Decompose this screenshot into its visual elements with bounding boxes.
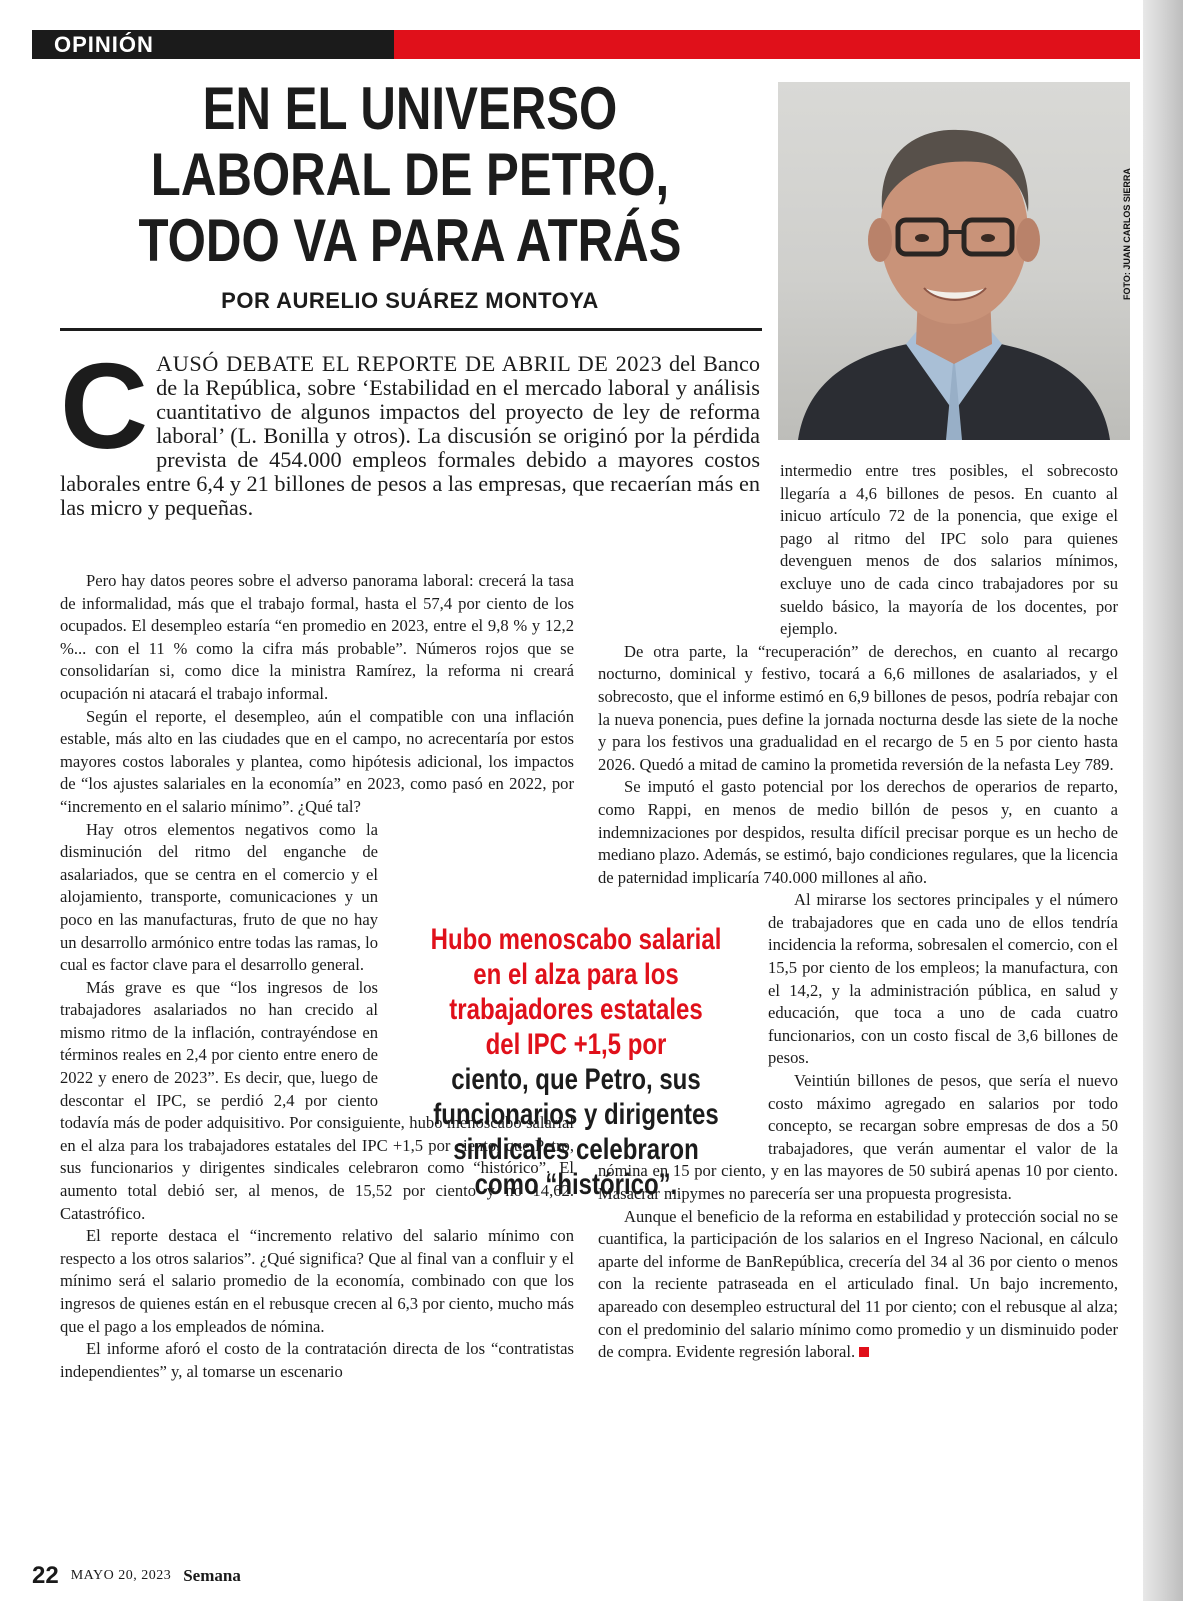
end-mark-icon [859,1347,869,1357]
paragraph: Según el reporte, el desempleo, aún el compatible con una inflación estable, más alto en las ciudades que en el campo, no acrecentaría por estos mayores costos laborales y plantea, como hipótesis adicional, los impactos de “los ajustes salariales en la economía” en 2023, como pasó en 2022, por “incremento en el salario mínimo”. ¿Qué tal? [60,706,574,816]
headline-line: EN EL UNIVERSO [202,75,618,142]
column-right [598,460,1118,1364]
issue-date: MAYO 20, 2023 [70,1568,172,1583]
paragraph: Más grave es que “los ingresos de los trabajadores asalariados no han crecido al mismo ritmo de la inflación, contrayéndose en términos reales en 2,4 por ciento entre enero de 2022 y enero de 2023”. Es decir, que, luego de descontar el IPC, se perdió 2,4 por ciento todavía más de poder adquisitivo. Por consiguiente, hubo menoscabo salarial en el alza para los trabajadores estatales del IPC +1,5 por ciento, que Petro, sus funcionarios y dirigentes sindicales celebraron como “histórico”. El aumento total debió ser, al menos, de 15,52 por ciento y no 14,62. Catastrófico. [60,977,574,1223]
paragraph: Se imputó el gasto potencial por los derechos de operarios de reparto, como Rappi, en menos de medio billón de pesos y, en cuanto a indemnizaciones por despidos, resulta difícil precisar porque es un hecho de mediano plazo. Además, se estimó, bajo condiciones regulares, que la licencia de paternidad implicaría 740.000 millones al año. [598,777,1118,887]
paragraph: El reporte destaca el “incremento relativo del salario mínimo con respecto a los otros salarios”. ¿Qué significa? Que al final van a confluir y el mínimo será el salario promedio de la economía, combinado con que los ingresos de quienes están en el rebusque crecen al 6,3 por ciento, mucho más que el pago a los empleados de nómina. [60,1226,574,1336]
paragraph: Al mirarse los sectores principales y el número de trabajadores que en cada uno de ellos tendría incidencia la reforma, sobresalen el comercio, con el 15,5 por ciento de los empleos; la manufactura, con el 14,2, y la administración pública, en salud y educación, que toca a uno de cada cuatro funcionarios, con un costo fiscal de 3,6 billones de pesos. [768,890,1118,1068]
paragraph-text: Aunque el beneficio de la reforma en estabilidad y protección social no se cuantifica, la participación de los salarios en el Ingreso Nacional, en cálculo aparte del informe de BanRepública, crecería del 34 al 36 por ciento o menos con la reciente patraseada en el articulado final. Un bajo incremento, apareado con desempleo estructural del 11 por ciento; con el rebusque al alza; con el predominio del salario mínimo como promedio y un disminuido poder de compra. Evidente regresión laboral. [598,1206,1118,1362]
headline-line: LABORAL DE PETRO, [150,141,670,208]
page-edge-shadow [1143,0,1183,1601]
photo-credit-text: FOTO: JUAN CARLOS SIERRA [1122,168,1132,300]
drop-cap: C [60,338,149,474]
author-portrait-illustration [778,82,1130,440]
section-accent-bar [394,30,1140,59]
lead-first-line: AUSÓ DEBATE EL REPORTE DE ABRIL DE 2023 [156,351,663,376]
section-label: OPINIÓN [32,30,394,59]
page-number: 22 [32,1562,59,1589]
paragraph: Hay otros elementos negativos como la disminución del ritmo del enganche de asalariados, que se centra en el comercio y el alojamiento, transporte, comunicaciones y un poco en las manufacturas, fruto de que no hay un desarrollo armónico entre todas las ramas, lo cual es factor clave para el desarrollo general. [60,819,378,975]
paragraph: Veintiún billones de pesos, que sería el nuevo costo máximo agregado en salarios por todo concepto, se recargan sobre empresas de dos a 50 trabajadores, que verán aumentar el valor de la nómina en 15 por ciento, y en las mayores de 50 subirá apenas 10 por ciento. Masacrar mipymes no parecería ser una propuesta progresista. [598,1071,1118,1203]
lead-text: del Banco de la República, sobre ‘Estabilidad en el mercado laboral y análisis cuantitativo de algunos impactos del proyecto de ley de reforma laboral’ (L. Bonilla y otros). La discusión se originó por la pérdida prevista de 454.000 empleos formales debido a mayores costos laborales entre 6,4 y 21 billones de pesos a las empresas, que recaerían más en las micro y pequeñas. [60,351,760,520]
byline: POR AURELIO SUÁREZ MONTOYA [221,288,599,313]
pull-quote-black: ciento, que Petro, sus funcionarios y dirigentes sindicales celebraron como “histórico”. [433,1063,719,1201]
section-bar [32,30,1140,59]
paragraph: Pero hay datos peores sobre el adverso panorama laboral: crecerá la tasa de informalidad, más que el trabajo formal, hasta el 57,4 por ciento de los ocupados. El desempleo estaría “en promedio en 2023, entre el 9,8 % y 12,2 %... con el 11 % como la cifra más probable”. Números rojos que se consolidarían si, como dice la ministra Ramírez, la reforma ni creará ocupación ni atacará el trabajo informal. [60,571,574,703]
pull-quote [430,922,721,1202]
author-photo [778,82,1130,440]
paragraph [598,1206,1118,1364]
paragraph: De otra parte, la “recuperación” de derechos, en cuanto al recargo nocturno, dominical y festivo, tocará a 6,6 millones de asalariados, y el sobrecosto, que el informe estimó en 6,9 billones de pesos, podría rebajar con la nueva ponencia, pues define la jornada nocturna desde las siete de la noche y para los festivos una gradualidad en el recargo de 5 en 5 por ciento hasta 2026. Quedó a mitad de camino la prometida reversión de la nefasta Ley 789. [598,641,1118,774]
paragraph-continued: intermedio entre tres posibles, el sobrecosto llegaría a 4,6 billones de pesos. En cuanto al inicuo artículo 72 de la ponencia, que exige el pago al ritmo del IPC solo para quienes devenguen menos de dos salarios mínimos, excluye uno de cada cinco trabajadores por su sueldo básico, la mayoría de los docentes, por ejemplo. [780,461,1118,639]
publication-name: Semana [183,1566,241,1585]
paragraph: El informe aforó el costo de la contratación directa de los “contratistas independientes” y, al tomarse un escenario [60,1339,574,1381]
headline [123,76,697,274]
headline-rule [60,328,762,331]
headline-line: TODO VA PARA ATRÁS [138,207,682,274]
footer [32,1562,241,1592]
pull-quote-red: Hubo menoscabo salarial en el alza para los trabajadores estatales del IPC +1,5 por [430,923,722,1061]
